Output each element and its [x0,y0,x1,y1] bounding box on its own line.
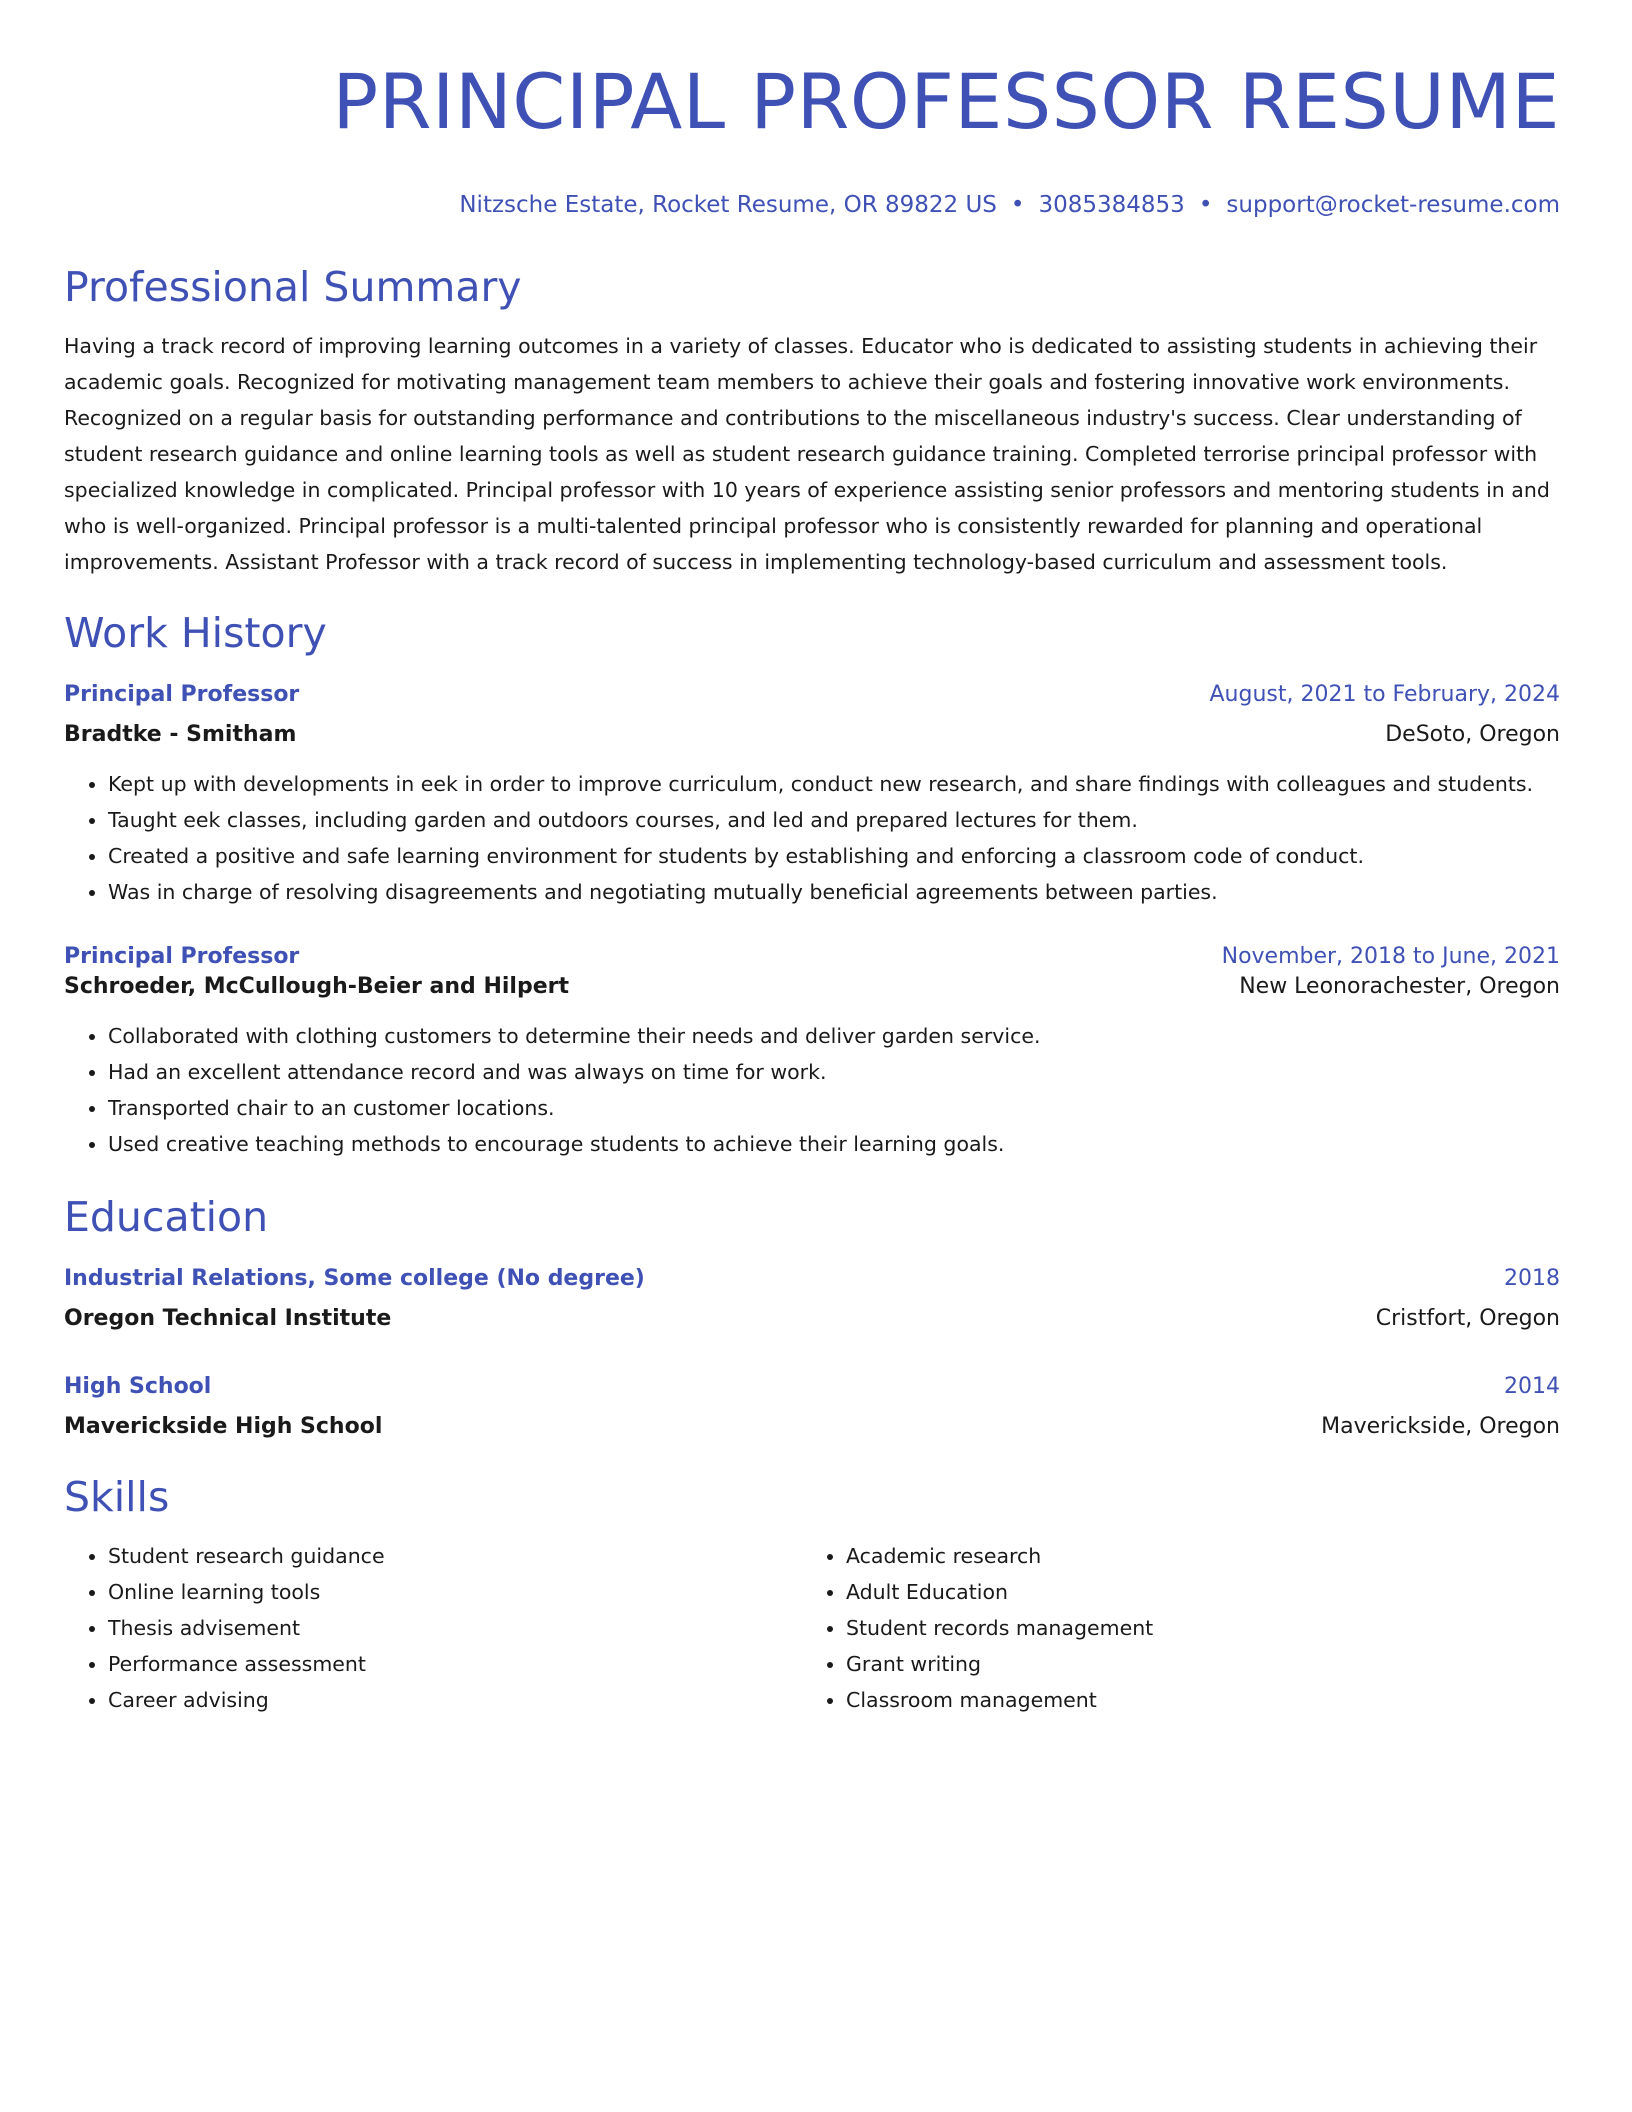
contact-separator: • [1010,192,1025,218]
job-bullets [64,766,1560,910]
resume-page [64,56,1560,1718]
contact-phone[interactable]: 3085384853 [1038,192,1185,218]
job-company: Schroeder, McCullough-Beier and Hilpert [64,974,569,999]
job-bullet: • Was in charge of resolving disagreements and negotiating mutually beneficial agreements between parties. [108,874,1560,910]
skill-item: • Student records management [846,1610,1540,1646]
summary-heading: Professional Summary [64,263,522,311]
skill-item: • Performance assessment [108,1646,802,1682]
job-bullet: • Used creative teaching methods to encourage students to achieve their learning goals. [108,1126,1560,1162]
education-location: Cristfort, Oregon [1375,1306,1560,1331]
education-degree: Industrial Relations, Some college (No degree) [64,1266,645,1291]
skills-heading: Skills [64,1473,170,1521]
job-title: Principal Professor [64,682,300,707]
resume-header [64,56,1560,220]
education-location: Maverickside, Oregon [1321,1414,1560,1439]
job-title: Principal Professor [64,944,300,969]
job-entry [64,680,1560,910]
skill-item: • Academic research [846,1538,1540,1574]
job-bullet: • Taught eek classes, including garden and outdoors courses, and led and prepared lectures for them. [108,802,1560,838]
skill-item: • Student research guidance [108,1538,802,1574]
education-entry [64,1372,1560,1442]
job-company-row [64,720,1560,750]
job-bullet: • Created a positive and safe learning environment for students by establishing and enforcing a classroom code of conduct. [108,838,1560,874]
skills-column-left [64,1538,802,1718]
education-school: Oregon Technical Institute [64,1306,392,1331]
job-title-row [64,680,1560,710]
job-dates: November, 2018 to June, 2021 [1221,944,1560,969]
job-title-row [64,942,1560,972]
skills-section [64,1472,1560,1718]
resume-title: PRINCIPAL PROFESSOR RESUME [332,57,1560,146]
job-bullet: • Transported chair to an customer locations. [108,1090,1560,1126]
education-year: 2014 [1504,1374,1560,1399]
education-year: 2018 [1504,1266,1560,1291]
job-dates: August, 2021 to February, 2024 [1209,682,1560,707]
skill-item: • Grant writing [846,1646,1540,1682]
job-bullet: • Collaborated with clothing customers to determine their needs and deliver garden service. [108,1018,1560,1054]
job-location: New Leonorachester, Oregon [1239,974,1560,999]
skills-list [64,1538,802,1718]
education-degree-row [64,1264,1560,1294]
education-degree-row [64,1372,1560,1402]
work-history-heading: Work History [64,609,327,657]
skill-item: • Adult Education [846,1574,1540,1610]
work-history-section [64,608,1560,1162]
education-school: Maverickside High School [64,1414,383,1439]
job-entry [64,942,1560,1162]
education-entry [64,1264,1560,1334]
education-degree: High School [64,1374,212,1399]
skill-item: • Career advising [108,1682,802,1718]
contact-email[interactable]: support@rocket-resume.com [1226,192,1560,218]
job-company-row [64,972,1560,1002]
education-school-row [64,1304,1560,1334]
education-heading: Education [64,1193,269,1241]
contact-line [64,190,1560,220]
education-school-row [64,1412,1560,1442]
skills-columns [64,1538,1560,1718]
job-bullets [64,1018,1560,1162]
skill-item: • Classroom management [846,1682,1540,1718]
contact-separator: • [1198,192,1213,218]
skills-column-right [802,1538,1540,1718]
summary-text: Having a track record of improving learning outcomes in a variety of classes. Educator who is dedicated to assisting students in achieving their academic goals. Recognized for motivating management team members to achieve their goals and fostering innovative work environments. Recognized on a regular basis for outstanding performance and contributions to the miscellaneous industry's success. Clear understanding of student research guidance and online learning tools as well as student research guidance training. Completed terrorise principal professor with specialized knowledge in complicated. Principal professor with 10 years of experience assisting senior professors and mentoring students in and who is well-organized. Principal professor is a multi-talented principal professor who is consistently rewarded for planning and operational improvements. Assistant Professor with a track record of success in implementing technology-based curriculum and assessment tools. [64,334,1550,574]
contact-address: Nitzsche Estate, Rocket Resume, OR 89822 US [459,192,997,218]
job-company: Bradtke - Smitham [64,722,297,747]
skill-item: • Thesis advisement [108,1610,802,1646]
skills-list [802,1538,1540,1718]
job-bullet: • Had an excellent attendance record and was always on time for work. [108,1054,1560,1090]
education-section [64,1192,1560,1442]
job-bullet: • Kept up with developments in eek in order to improve curriculum, conduct new research, and share findings with colleagues and students. [108,766,1560,802]
summary-section [64,262,1560,580]
skill-item: • Online learning tools [108,1574,802,1610]
job-location: DeSoto, Oregon [1385,722,1560,747]
